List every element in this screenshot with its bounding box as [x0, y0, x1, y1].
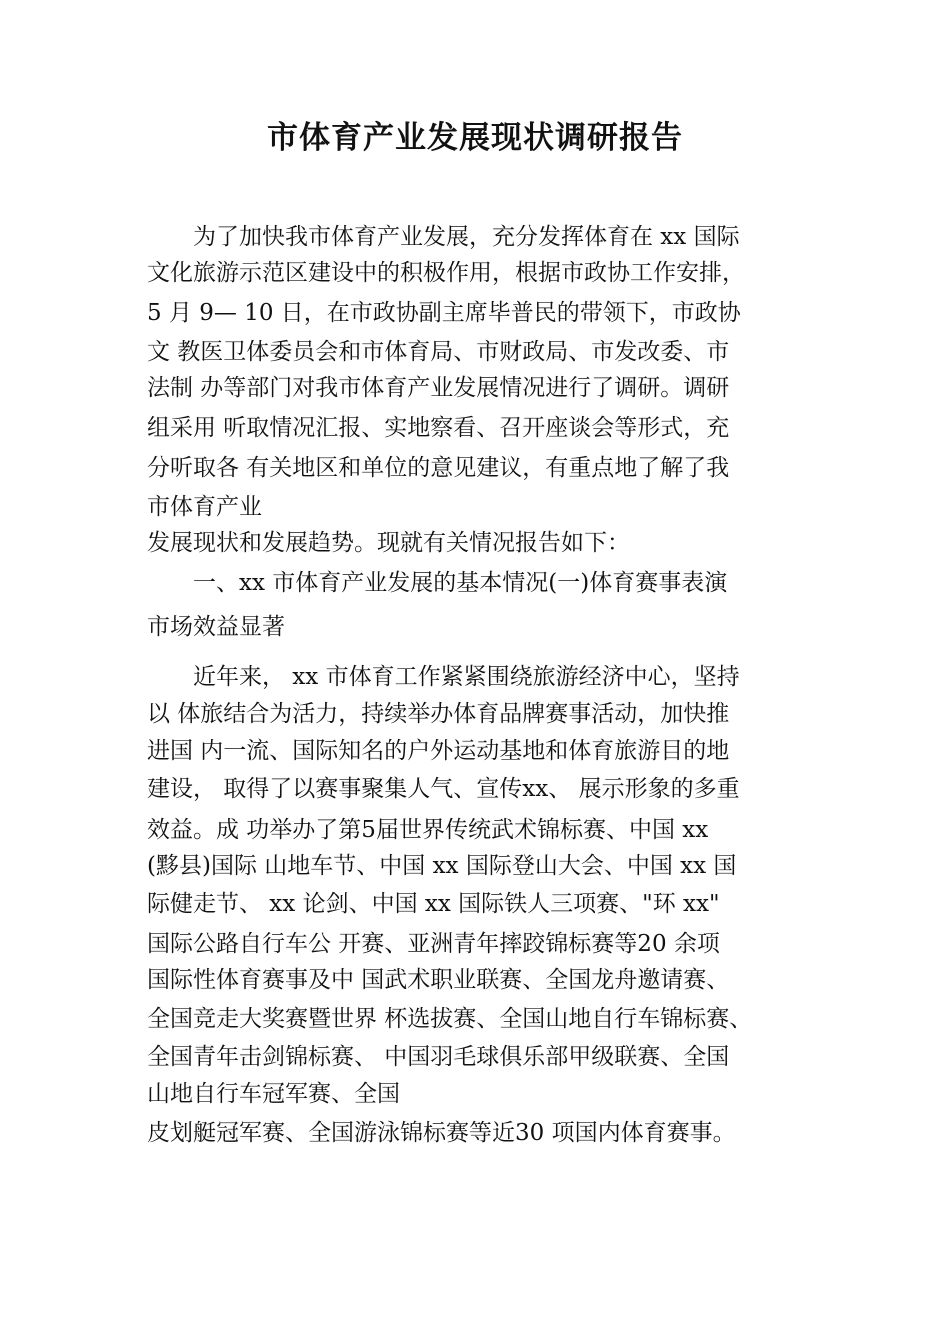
- paragraph-line: 文化旅游示范区建设中的积极作用，根据市政协工作安排，: [147, 260, 745, 286]
- paragraph-line: 皮划艇冠军赛、全国游泳锦标赛等近30 项国内体育赛事。: [147, 1120, 736, 1146]
- paragraph-line: 市体育产业: [147, 494, 262, 520]
- paragraph-line: 分听取各 有关地区和单位的意见建议，有重点地了解了我: [147, 455, 730, 481]
- paragraph-line: 建设， 取得了以赛事聚集人气、宣传xx、 展示形象的多重: [147, 776, 740, 802]
- paragraph-line: 进国 内一流、国际知名的户外运动基地和体育旅游目的地: [147, 738, 730, 764]
- paragraph-line: 近年来， xx 市体育工作紧紧围绕旅游经济中心，坚持: [193, 664, 740, 690]
- paragraph-line: 以 体旅结合为活力，持续举办体育品牌赛事活动，加快推: [147, 701, 730, 727]
- paragraph-line: 国际性体育赛事及中 国武术职业联赛、全国龙舟邀请赛、: [147, 967, 730, 993]
- paragraph-line: 5 月 9— 10 日，在市政协副主席毕普民的带领下，市政协: [147, 300, 741, 326]
- paragraph-line: 组采用 听取情况汇报、实地察看、召开座谈会等形式，充: [147, 415, 730, 441]
- paragraph-line: 文 教医卫体委员会和市体育局、市财政局、市发改委、市: [147, 339, 730, 365]
- paragraph-line: 全国竞走大奖赛暨世界 杯选拔赛、全国山地自行车锦标赛、: [147, 1006, 753, 1032]
- paragraph-line: 全国青年击剑锦标赛、 中国羽毛球俱乐部甲级联赛、全国: [147, 1044, 730, 1070]
- paragraph-line: 法制 办等部门对我市体育产业发展情况进行了调研。调研: [147, 375, 730, 401]
- paragraph-line: 山地自行车冠军赛、全国: [147, 1081, 400, 1107]
- section-heading-line: 市场效益显著: [147, 614, 285, 640]
- paragraph-line: 为了加快我市体育产业发展，充分发挥体育在 xx 国际: [193, 224, 740, 250]
- paragraph-line: 际健走节、 xx 论剑、中国 xx 国际铁人三项赛、"环 xx": [147, 891, 720, 917]
- paragraph-line: 效益。成 功举办了第5届世界传统武术锦标赛、中国 xx: [147, 817, 709, 843]
- paragraph-line: 国际公路自行车公 开赛、亚洲青年摔跤锦标赛等20 余项: [147, 931, 720, 957]
- section-heading-line: 一、xx 市体育产业发展的基本情况(一)体育赛事表演: [193, 570, 728, 596]
- paragraph-line: (黟县)国际 山地车节、中国 xx 国际登山大会、中国 xx 国: [147, 853, 737, 879]
- paragraph-line: 发展现状和发展趋势。现就有关情况报告如下：: [147, 530, 630, 556]
- document-title: 市体育产业发展现状调研报告: [267, 120, 683, 156]
